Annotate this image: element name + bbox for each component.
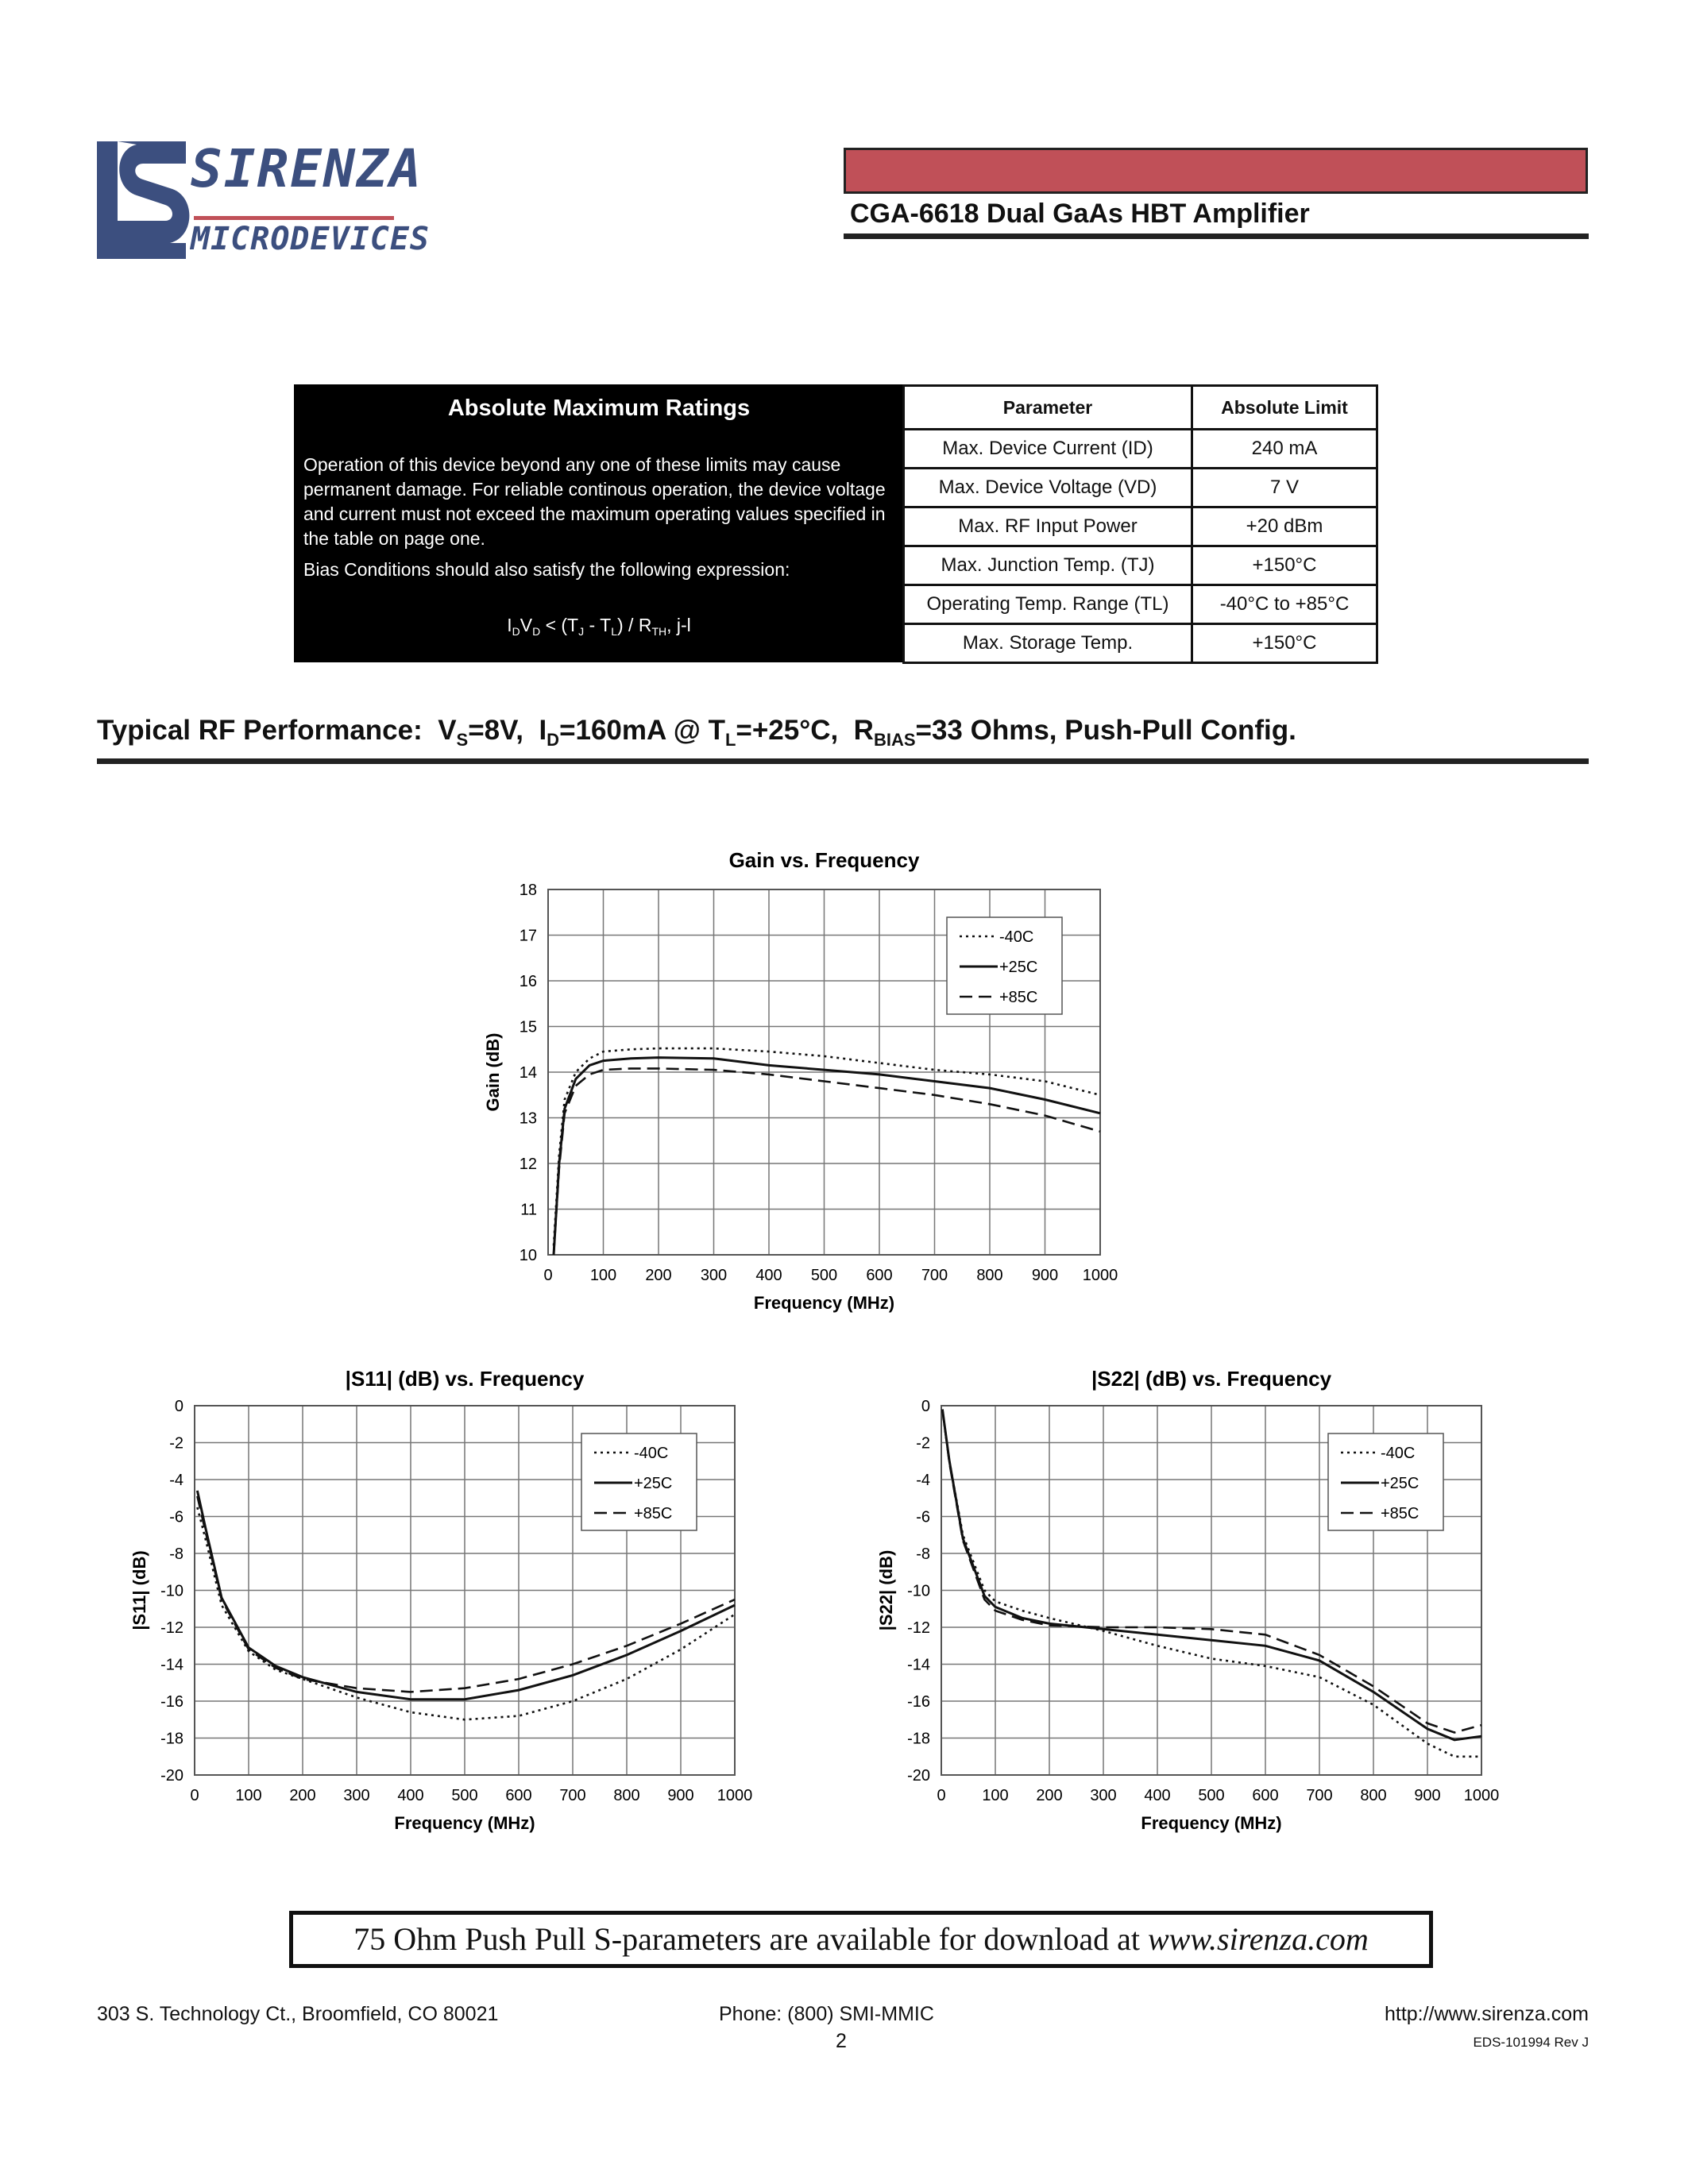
y-tick-label: -10 [907,1582,930,1600]
legend-label: +85C [999,989,1038,1006]
param-cell: Max. Storage Temp. [904,624,1192,663]
x-tick-label: 700 [559,1787,586,1804]
company-logo [97,138,430,268]
limit-cell: +150°C [1192,624,1377,663]
x-tick-label: 400 [1144,1787,1171,1804]
y-tick-label: 14 [519,1064,537,1082]
table-header-limit: Absolute Limit [1192,386,1377,430]
x-axis-label: Frequency (MHz) [1141,1813,1282,1833]
x-tick-label: 500 [451,1787,478,1804]
x-tick-label: 100 [982,1787,1009,1804]
param-cell: Max. Device Voltage (VD) [904,469,1192,507]
logo-mark-icon [97,141,192,259]
footer-phone: Phone: (800) SMI-MMIC [719,2003,934,2025]
x-tick-label: 700 [921,1267,948,1284]
y-tick-label: -12 [907,1619,930,1637]
ratings-warning-text: Operation of this device beyond any one of these limits may cause permanent damage. For reliable continous operation, the device voltage and current must not exceed the maximum operating values specified in the table on page one. [303,454,886,549]
banner-link[interactable]: www.sirenza.com [1147,1921,1369,1957]
legend-label: -40C [634,1445,669,1462]
limit-cell: +150°C [1192,546,1377,585]
x-tick-label: 100 [589,1267,617,1284]
x-tick-label: 1000 [717,1787,753,1804]
x-tick-label: 200 [289,1787,316,1804]
y-tick-label: -6 [169,1508,183,1526]
series-line [554,1048,1100,1245]
x-tick-label: 300 [343,1787,370,1804]
document-id: EDS-101994 Rev J [1473,2035,1589,2050]
x-axis-label: Frequency (MHz) [753,1293,895,1313]
x-tick-label: 0 [543,1267,553,1284]
limit-cell: 7 V [1192,469,1377,507]
footer-address: 303 S. Technology Ct., Broomfield, CO 80021 [97,2003,499,2025]
y-tick-label: -16 [907,1693,930,1711]
param-cell: Operating Temp. Range (TL) [904,585,1192,624]
limit-cell: -40°C to +85°C [1192,585,1377,624]
ratings-heading: Absolute Maximum Ratings [447,396,751,421]
x-tick-label: 700 [1306,1787,1333,1804]
banner-text: 75 Ohm Push Pull S-parameters are available for download at [353,1921,1148,1957]
x-tick-label: 500 [810,1267,838,1284]
chart-title: |S11| (dB) vs. Frequency [345,1367,585,1391]
chart-title: Gain vs. Frequency [728,848,920,872]
y-tick-label: -20 [907,1767,930,1785]
x-tick-label: 800 [1360,1787,1387,1804]
table-row [904,430,1377,469]
legend-label: -40C [999,928,1034,946]
x-tick-label: 0 [190,1787,199,1804]
param-cell: Max. RF Input Power [904,507,1192,546]
y-tick-label: -2 [169,1434,183,1453]
x-tick-label: 600 [505,1787,532,1804]
y-tick-label: -4 [169,1472,183,1489]
x-tick-label: 200 [645,1267,672,1284]
param-cell: Max. Junction Temp. (TJ) [904,546,1192,585]
y-tick-label: -18 [160,1730,183,1748]
chart-title: |S22| (dB) vs. Frequency [1091,1367,1332,1391]
x-tick-label: 800 [976,1267,1003,1284]
y-tick-label: 11 [520,1201,537,1219]
y-tick-label: 10 [519,1247,537,1264]
y-tick-label: -12 [160,1619,183,1637]
x-tick-label: 200 [1036,1787,1063,1804]
document-title: CGA-6618 Dual GaAs HBT Amplifier [850,199,1310,229]
y-tick-label: -8 [916,1545,930,1563]
logo-line1: SIRENZA [191,138,423,199]
s22-chart [842,1362,1525,1862]
y-tick-label: 18 [519,882,537,899]
x-tick-label: 800 [613,1787,640,1804]
page-number: 2 [836,2030,847,2052]
x-tick-label: 600 [1252,1787,1279,1804]
legend-label: +25C [1381,1475,1420,1492]
y-tick-label: -18 [907,1730,930,1748]
y-axis-label: Gain (dB) [483,1032,503,1112]
bias-conditions-text: Bias Conditions should also satisfy the following expression: [303,559,790,580]
logo-line2: MICRODEVICES [191,221,430,257]
x-tick-label: 100 [235,1787,262,1804]
y-tick-label: 17 [519,927,537,945]
y-tick-label: 12 [519,1156,537,1173]
series-line [554,1058,1100,1255]
y-tick-label: -16 [160,1693,183,1711]
footer-url[interactable]: http://www.sirenza.com [1384,2003,1589,2025]
title-rule [844,233,1589,239]
y-axis-label: |S11| (dB) [129,1550,149,1630]
x-tick-label: 300 [1090,1787,1117,1804]
legend-label: +25C [634,1475,673,1492]
y-tick-label: -14 [160,1656,183,1674]
y-tick-label: 0 [921,1398,930,1415]
table-row [904,469,1377,507]
param-cell: Max. Device Current (ID) [904,430,1192,469]
x-tick-label: 900 [1031,1267,1059,1284]
logo-rule [194,216,394,220]
series-line [554,1068,1100,1255]
y-tick-label: 13 [519,1109,537,1128]
table-row [904,585,1377,624]
x-tick-label: 0 [937,1787,946,1804]
y-axis-label: |S22| (dB) [876,1549,896,1631]
download-banner [289,1911,1433,1968]
table-row [904,507,1377,546]
x-tick-label: 1000 [1463,1787,1500,1804]
legend-label: +25C [999,959,1038,976]
header-color-bar [844,148,1588,194]
y-tick-label: -6 [916,1508,930,1526]
y-tick-label: -2 [916,1434,930,1453]
x-tick-label: 400 [755,1267,782,1284]
x-tick-label: 900 [667,1787,694,1804]
x-axis-label: Frequency (MHz) [394,1813,535,1833]
y-tick-label: 0 [174,1398,183,1415]
y-tick-label: -8 [169,1545,183,1563]
limit-cell: 240 mA [1192,430,1377,469]
rf-performance-heading: Typical RF Performance: $V_S=8V$, $I_D=160mA$ @ $T_L=+25^\circ C$, $R_{BIAS}=33$ Ohms, Push-Pull Config. [97,715,1296,750]
x-tick-label: 900 [1414,1787,1441,1804]
y-tick-label: -4 [916,1472,930,1489]
section-rule [97,758,1589,764]
x-tick-label: 400 [397,1787,424,1804]
table-row [904,624,1377,663]
y-tick-label: -14 [907,1656,930,1674]
y-tick-label: 16 [519,973,537,990]
limit-cell: +20 dBm [1192,507,1377,546]
ratings-panel [294,384,904,662]
y-tick-label: -20 [160,1767,183,1785]
legend-label: +85C [1381,1505,1420,1522]
bias-expression: $I_DV_D < (T_J - T_L) / R_{TH}$, j-l [507,615,691,638]
x-tick-label: 500 [1198,1787,1225,1804]
s11-chart [95,1362,778,1862]
x-tick-label: 300 [700,1267,728,1284]
y-tick-label: -10 [160,1582,183,1600]
limits-table [902,384,1378,664]
x-tick-label: 1000 [1082,1267,1118,1284]
y-tick-label: 15 [519,1018,537,1036]
table-row [904,546,1377,585]
legend-label: -40C [1381,1445,1416,1462]
gain-chart [469,842,1120,1350]
legend-label: +85C [634,1505,673,1522]
x-tick-label: 600 [866,1267,893,1284]
table-header-parameter: Parameter [904,386,1192,430]
